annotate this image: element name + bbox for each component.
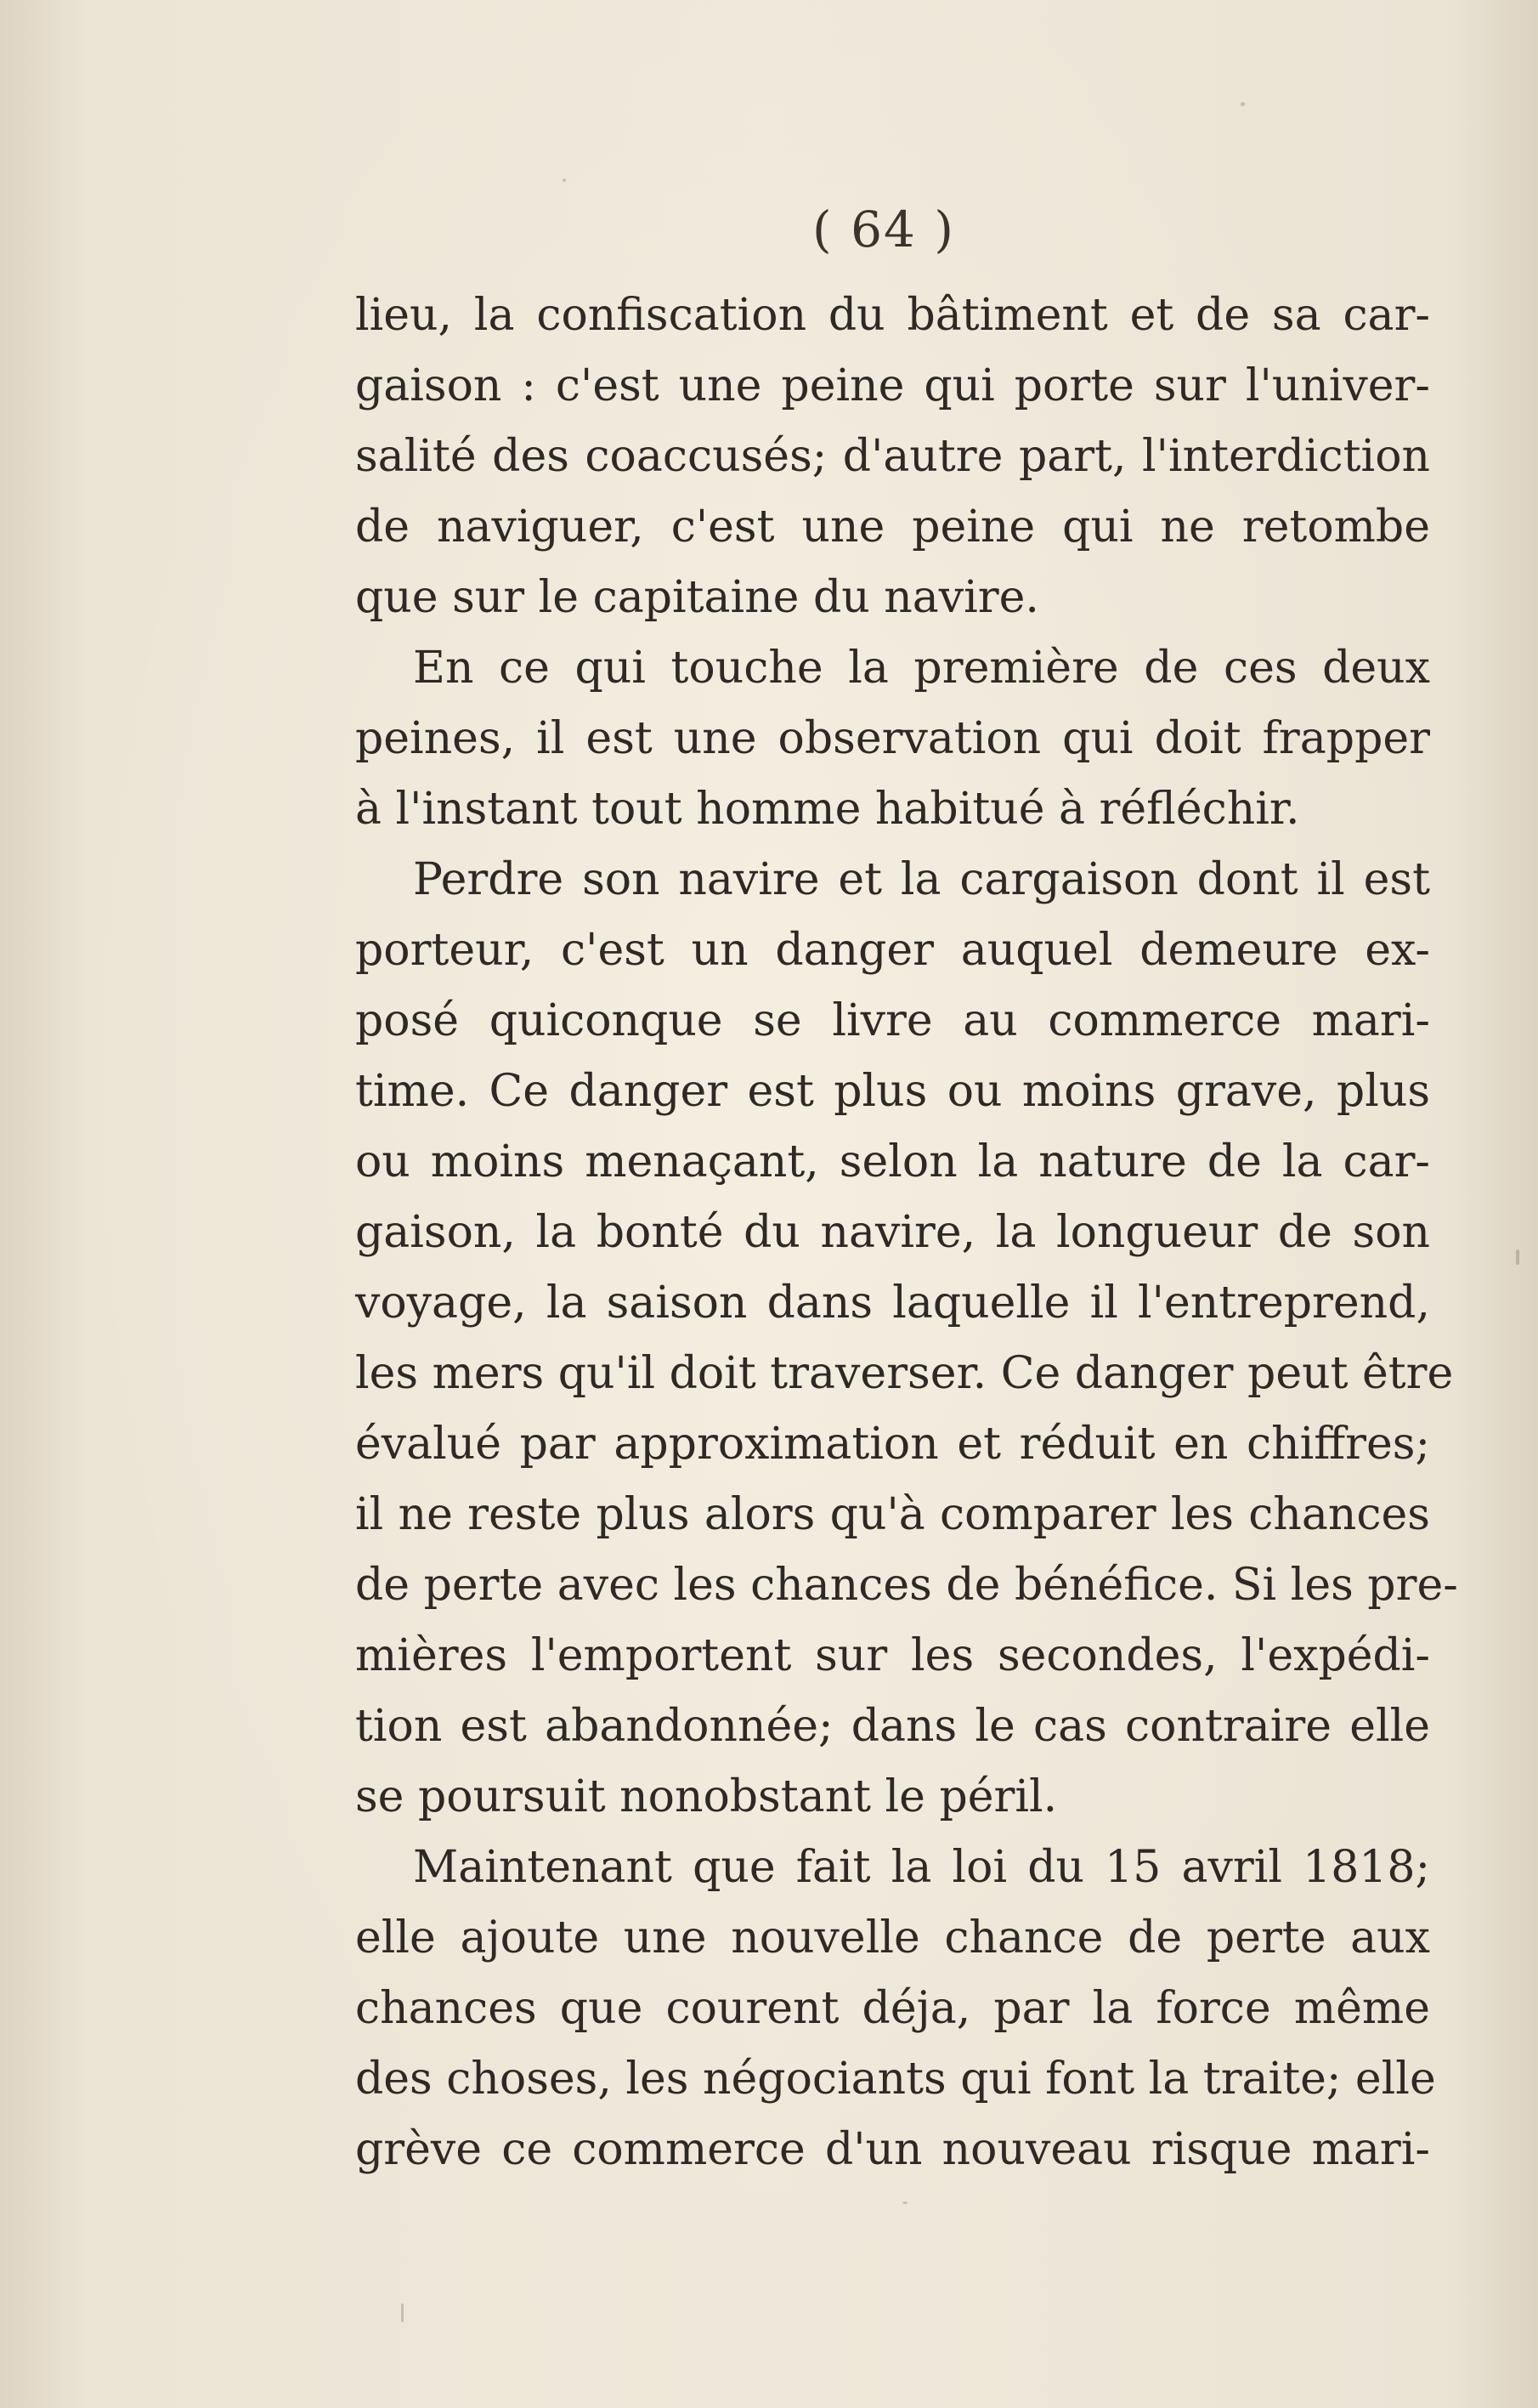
text-line: il ne reste plus alors qu'à comparer les chances bbox=[355, 1489, 1430, 1540]
text-line: salité des coaccusés; d'autre part, l'interdiction bbox=[355, 431, 1430, 482]
text-line: chances que courent déja, par la force même bbox=[355, 1983, 1430, 2034]
paragraph-4 bbox=[355, 1833, 1436, 2185]
text-line: gaison : c'est une peine qui porte sur l'univer- bbox=[355, 360, 1430, 411]
text-line: posé quiconque se livre au commerce mari- bbox=[355, 995, 1430, 1046]
text-line: time. Ce danger est plus ou moins grave, plus bbox=[355, 1066, 1430, 1117]
text-line: ou moins menaçant, selon la nature de la car- bbox=[355, 1136, 1430, 1187]
paragraph-3 bbox=[355, 845, 1458, 1833]
text-line: évalué par approximation et réduit en chiffres; bbox=[355, 1419, 1430, 1470]
paragraph-2 bbox=[355, 633, 1430, 845]
text-line: voyage, la saison dans laquelle il l'entreprend, bbox=[355, 1278, 1430, 1329]
text-line: de naviguer, c'est une peine qui ne retombe bbox=[355, 501, 1430, 552]
text-line: gaison, la bonté du navire, la longueur de son bbox=[355, 1207, 1430, 1258]
text-line: tion est abandonnée; dans le cas contraire elle bbox=[355, 1701, 1430, 1752]
page-number: ( 64 ) bbox=[812, 201, 955, 258]
text-line: elle ajoute une nouvelle chance de perte aux bbox=[355, 1912, 1430, 1963]
text-line: lieu, la confiscation du bâtiment et de sa car- bbox=[355, 290, 1430, 341]
text-line: Maintenant que fait la loi du 15 avril 1818; bbox=[413, 1842, 1430, 1893]
text-line: mières l'emportent sur les secondes, l'expédi- bbox=[355, 1630, 1430, 1681]
body-text bbox=[355, 280, 1458, 2185]
text-line: Perdre son navire et la cargaison dont il est bbox=[413, 854, 1430, 905]
text-line: porteur, c'est un danger auquel demeure ex- bbox=[355, 925, 1430, 976]
text-line: à l'instant tout homme habitué à réfléchir. bbox=[355, 784, 1300, 835]
paragraph-1 bbox=[355, 280, 1430, 633]
text-line: grève ce commerce d'un nouveau risque mari- bbox=[355, 2124, 1430, 2175]
text-line: des choses, les négociants qui font la traite; elle bbox=[355, 2054, 1436, 2105]
text-line: de perte avec les chances de bénéfice. Si les pre- bbox=[355, 1560, 1458, 1611]
text-line: que sur le capitaine du navire. bbox=[355, 572, 1039, 623]
text-line: les mers qu'il doit traverser. Ce danger peut être bbox=[355, 1348, 1454, 1399]
text-line: se poursuit nonobstant le péril. bbox=[355, 1771, 1058, 1822]
text-line: En ce qui touche la première de ces deux bbox=[413, 643, 1430, 694]
text-line: peines, il est une observation qui doit frapper bbox=[355, 713, 1430, 764]
